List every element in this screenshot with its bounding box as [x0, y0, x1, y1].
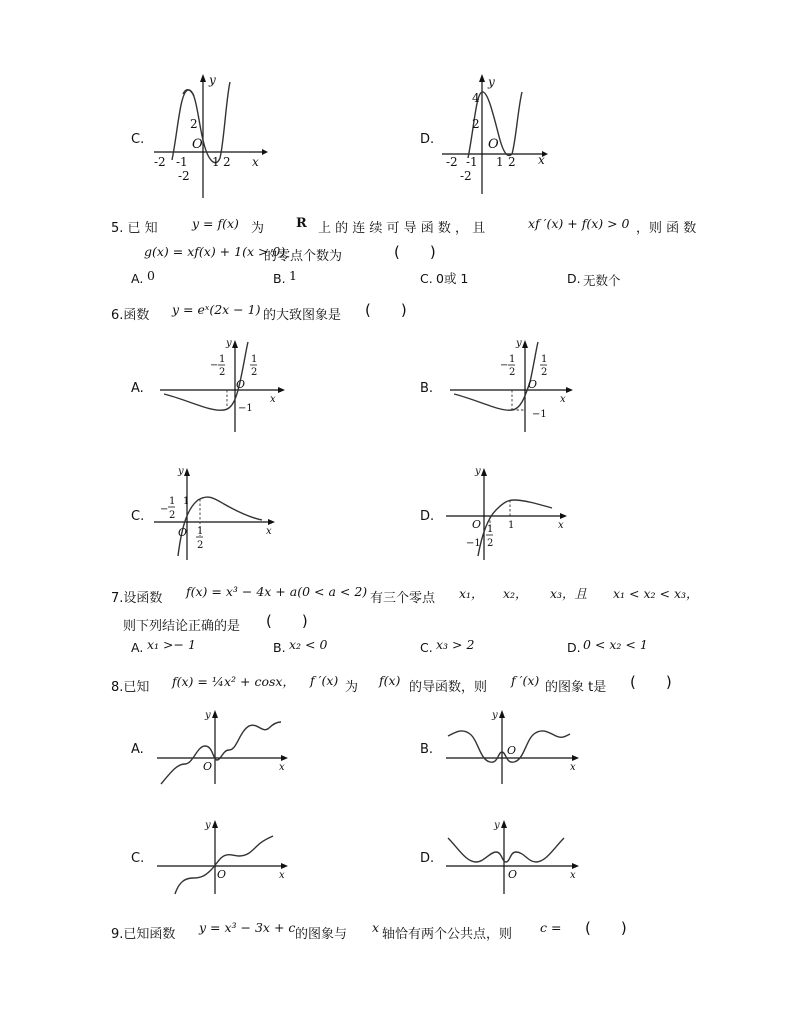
- q6-c-origin: O: [178, 526, 188, 539]
- q6-number: 6.函数: [111, 308, 150, 323]
- q8-c-origin: O: [217, 868, 227, 881]
- q6-b-neg-one: −1: [532, 409, 547, 420]
- q7-option-c-label: C.: [420, 640, 433, 655]
- q6-a-neg-half-den: 2: [219, 367, 226, 378]
- q8-a-y-label: y: [205, 710, 211, 721]
- q6-math-func: y = eˣ(2x − 1): [172, 302, 261, 317]
- q4-c-x-label: x: [252, 155, 259, 169]
- q5-option-d-label: D.: [567, 271, 581, 286]
- q8-number: 8.已知: [111, 680, 150, 695]
- q7-text-question: 则下列结论正确的是: [123, 619, 241, 634]
- q8-math-fprime-2: f ′(x): [511, 673, 540, 688]
- q4-d-tick-n1: -1: [466, 155, 478, 169]
- q4-option-d-label: D.: [420, 132, 435, 147]
- q7-math-func: f(x) = x³ − 4x + a(0 < a < 2): [186, 584, 368, 599]
- q6-c-neg-half-minus: −: [160, 504, 169, 515]
- q8-math-fprime-1: f ′(x): [310, 673, 339, 688]
- q8-graph-d: [444, 816, 584, 896]
- q8-a-origin: O: [203, 760, 213, 773]
- q5-text-then: ，则 函 数: [636, 221, 697, 236]
- q8-graph-b: [444, 706, 584, 786]
- q7-option-a-label: A.: [131, 640, 144, 655]
- q4-c-tick-1: 1: [212, 155, 220, 169]
- q6-a-neg-one: −1: [238, 403, 253, 414]
- q4-c-ytick-n2: -2: [178, 169, 190, 183]
- q4-d-x-label: x: [538, 153, 545, 167]
- q9-math-c: c =: [540, 920, 562, 935]
- q7-answer-paren: ( ): [266, 612, 308, 630]
- q6-d-origin: O: [472, 518, 482, 531]
- q6-c-neg-half-num: 1: [169, 496, 176, 507]
- q4-c-tick-n2: -2: [154, 155, 166, 169]
- q6-c-one: 1: [183, 496, 190, 507]
- q6-graph-d: [444, 464, 574, 564]
- q4-c-ytick-2: 2: [190, 117, 198, 131]
- q4-c-y-label: y: [209, 73, 216, 87]
- q5-option-b-label: B.: [273, 271, 286, 286]
- q6-graph-a: [158, 338, 288, 434]
- q8-c-y-label: y: [205, 820, 211, 831]
- q6-d-x-label: x: [558, 520, 564, 531]
- q8-option-b-label: B.: [420, 742, 434, 757]
- q5-option-c-value: 0或 1: [436, 271, 469, 286]
- q9-text-graph: 的图象与: [295, 927, 348, 942]
- q6-a-neg-half-num: 1: [219, 354, 226, 365]
- q4-d-ytick-2: 2: [472, 117, 480, 131]
- q5-number: 5. 已 知: [111, 221, 158, 236]
- q6-c-x-label: x: [266, 526, 272, 537]
- q4-d-origin: O: [488, 137, 499, 152]
- q4-graph-d: [438, 68, 558, 198]
- q8-option-d-label: D.: [420, 851, 435, 866]
- q5-text-condition: 上 的 连 续 可 导 函 数 ， 且: [318, 221, 486, 236]
- q6-b-y-label: y: [516, 338, 522, 349]
- q5-option-d-value: 无数个: [583, 273, 621, 288]
- q6-a-x-label: x: [270, 394, 276, 405]
- q8-graph-c: [155, 816, 295, 896]
- q8-option-c-label: C.: [131, 851, 145, 866]
- q7-option-b-value: x₂ < 0: [289, 637, 328, 652]
- q7-option-d-label: D.: [567, 640, 581, 655]
- q4-c-origin: O: [192, 137, 203, 152]
- q8-option-a-label: A.: [131, 742, 144, 757]
- q5-option-c-label: C.: [420, 271, 433, 286]
- q6-b-neg-half-den: 2: [509, 367, 516, 378]
- q4-c-tick-2: 2: [223, 155, 231, 169]
- q5-text-zeros: 的零点个数为: [264, 249, 343, 264]
- q7-math-order: x₁ < x₂ < x₃，: [613, 586, 699, 601]
- q4-d-ytick-n2: -2: [460, 169, 472, 183]
- q5-option-a-value: 0: [147, 268, 155, 283]
- q6-d-one: 1: [508, 520, 515, 531]
- q4-graph-c: [150, 70, 270, 202]
- q6-b-neg-half-minus: −: [500, 360, 509, 371]
- q7-math-x3: x₃，且: [550, 586, 588, 601]
- q4-d-tick-n2: -2: [446, 155, 458, 169]
- q6-d-y-label: y: [475, 466, 481, 477]
- q6-graph-b: [448, 338, 578, 434]
- q9-answer-paren: ( ): [585, 919, 627, 937]
- q8-graph-a: [155, 706, 295, 786]
- q7-math-x2: x₂，: [503, 586, 528, 601]
- q6-c-half-num: 1: [197, 526, 204, 537]
- q6-c-neg-half-den: 2: [169, 510, 176, 521]
- q8-text-wei: 为: [345, 680, 359, 695]
- q5-option-a-label: A.: [131, 271, 144, 286]
- q7-math-x1: x₁，: [459, 586, 484, 601]
- q6-b-half-den: 2: [541, 367, 548, 378]
- q6-d-half-num: 1: [487, 524, 494, 535]
- q5-math-ineq: xf ′(x) + f(x) > 0: [528, 216, 630, 231]
- q8-a-x-label: x: [279, 762, 285, 773]
- q5-math-fx: y = f(x): [192, 216, 239, 231]
- q6-c-half-den: 2: [197, 540, 204, 551]
- q6-b-neg-half-num: 1: [509, 354, 516, 365]
- q5-math-R: R: [296, 216, 307, 231]
- q6-a-neg-half-minus: −: [210, 360, 219, 371]
- q8-d-origin: O: [508, 868, 518, 881]
- q8-c-x-label: x: [279, 870, 285, 881]
- q7-text-zeros: 有三个零点: [370, 591, 436, 606]
- q7-option-c-value: x₃ > 2: [436, 637, 475, 652]
- q6-text-graph: 的大致图象是: [263, 308, 342, 323]
- q5-option-b-value: 1: [289, 268, 297, 283]
- q8-b-x-label: x: [570, 762, 576, 773]
- q6-graph-c: [152, 464, 282, 564]
- q7-option-d-value: 0 < x₂ < 1: [583, 637, 648, 652]
- q6-answer-paren: ( ): [365, 301, 407, 319]
- q7-option-b-label: B.: [273, 640, 286, 655]
- q8-d-x-label: x: [570, 870, 576, 881]
- q6-b-x-label: x: [560, 394, 566, 405]
- q8-d-y-label: y: [494, 820, 500, 831]
- q8-math-func: f(x) = ¼x² + cosx，: [172, 674, 295, 689]
- q6-a-half-num: 1: [251, 354, 258, 365]
- q5-answer-paren: ( ): [394, 243, 436, 261]
- q4-c-tick-n1: -1: [176, 155, 188, 169]
- q9-text-condition: 轴恰有两个公共点，则: [382, 927, 513, 942]
- q8-text-graph: 的图象 t是: [545, 680, 607, 695]
- q7-number: 7.设函数: [111, 591, 163, 606]
- q7-option-a-value: x₁ >− 1: [147, 637, 196, 652]
- q6-option-a-label: A.: [131, 381, 144, 396]
- q4-d-y-label: y: [488, 75, 495, 89]
- q6-a-origin: O: [236, 378, 246, 391]
- q6-b-half-num: 1: [541, 354, 548, 365]
- q5-text-wei: 为: [251, 221, 265, 236]
- q9-math-func: y = x³ − 3x + c: [199, 920, 296, 935]
- q8-text-derivative: 的导函数，则: [409, 680, 488, 695]
- q6-option-b-label: B.: [420, 381, 434, 396]
- q4-d-ytick-4: 4: [472, 91, 480, 105]
- q6-a-half-den: 2: [251, 367, 258, 378]
- q5-math-gx: g(x) = xf(x) + 1(x > 0): [144, 244, 286, 259]
- q6-a-y-label: y: [226, 338, 232, 349]
- q8-b-y-label: y: [492, 710, 498, 721]
- q8-math-fx: f(x): [379, 673, 401, 688]
- q4-option-c-label: C.: [131, 132, 145, 147]
- q8-b-origin: O: [507, 744, 517, 757]
- q6-option-c-label: C.: [131, 509, 145, 524]
- q6-d-half-den: 2: [487, 538, 494, 549]
- q6-b-origin: O: [528, 378, 538, 391]
- q8-answer-paren: ( ): [630, 673, 672, 691]
- q4-d-tick-1: 1: [496, 155, 504, 169]
- q6-c-y-label: y: [178, 466, 184, 477]
- q9-number: 9.已知函数: [111, 927, 176, 942]
- q6-d-neg-one: −1: [466, 538, 481, 549]
- q9-math-x: x: [372, 920, 380, 935]
- q6-option-d-label: D.: [420, 509, 435, 524]
- q4-d-tick-2: 2: [508, 155, 516, 169]
